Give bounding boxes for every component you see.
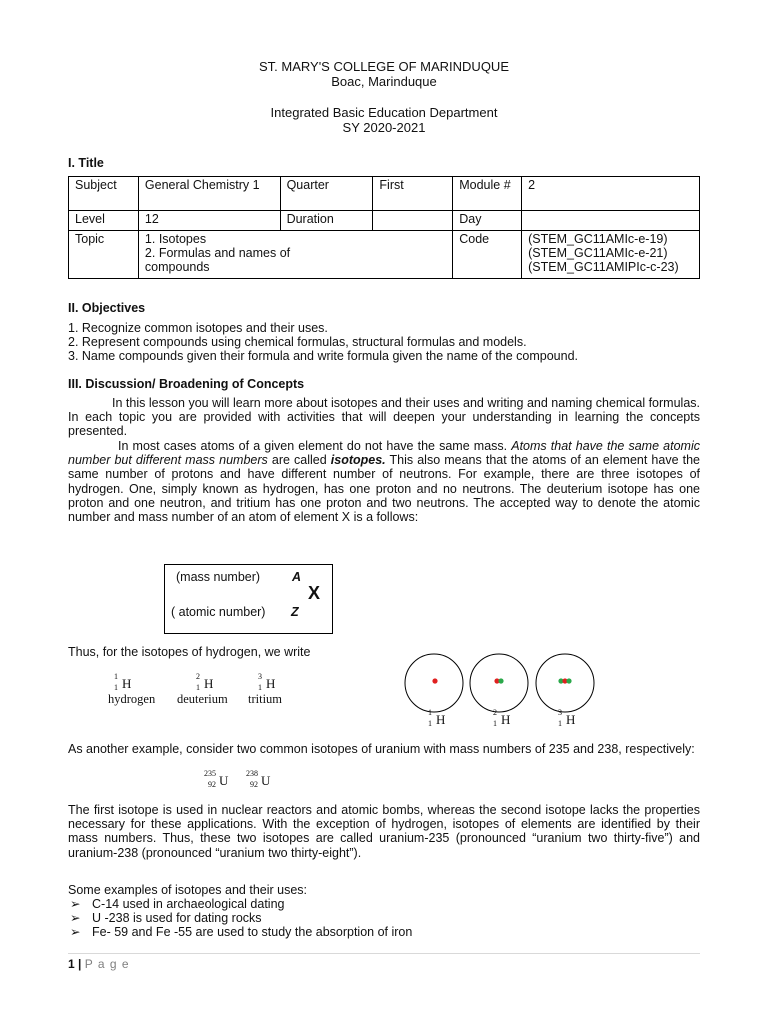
topic-values [138, 231, 452, 279]
atomic-number: 1 [558, 719, 562, 728]
module-label: Module # [453, 177, 522, 211]
duration-value [373, 211, 453, 231]
page-footer [68, 957, 130, 971]
uses-intro: Some examples of isotopes and their uses: [68, 883, 308, 897]
mass-number: 1 [114, 672, 118, 681]
definition-italic: Atoms that have the same atomic number but different mass numbers [68, 439, 700, 468]
list-item [70, 911, 262, 925]
atomic-number-label: ( atomic number) [171, 605, 266, 619]
element-symbol: H [122, 676, 132, 691]
list-item [70, 925, 412, 939]
topic-label: Topic [69, 231, 139, 279]
list-item-text: Fe- 59 and Fe -55 are used to study the absorption of iron [92, 925, 413, 939]
element-symbol: U [261, 773, 271, 788]
module-info-table [68, 176, 700, 279]
intro-text: In this lesson you will learn more about isotopes and their uses and writing and naming chemical formulas. In each topic you are provided with activities that will deepen your understanding in learning the concepts presented. [68, 396, 700, 439]
atomic-number: 92 [250, 780, 258, 789]
element-symbol: H [501, 712, 511, 727]
element-symbol: X [308, 583, 321, 603]
atomic-number: 92 [208, 780, 216, 789]
objective-item: 2. Represent compounds using chemical formulas, structural formulas and models. [68, 335, 527, 349]
notation-box [164, 564, 333, 634]
uranium-paragraph: The first isotope is used in nuclear reactors and atomic bombs, whereas the second isotope lacks the properties necessary for these applications. With the exception of hydrogen, isotopes of elements are identified by their mass numbers. Thus, these two isotopes are called uranium-235 (pronounced “uranium two thirty-five”) and uranium-238 (pronounced “uranium two thirty-eight”). [68, 803, 700, 860]
uranium-intro: As another example, consider two common isotopes of uranium with mass numbers of 235 and 238, respectively: [68, 742, 695, 756]
topic-item: 1. Isotopes [144, 232, 207, 246]
topic-item: 2. Formulas and names of compounds [144, 246, 291, 274]
hydrogen-name: hydrogen [108, 692, 156, 706]
mass-number: 1 [428, 708, 432, 717]
isotope-definition-paragraph [68, 439, 700, 524]
footer-divider [68, 953, 700, 954]
element-symbol: U [219, 773, 229, 788]
mass-number: 2 [196, 672, 200, 681]
neutron-dot [498, 678, 503, 683]
code-item: (STEM_GC11AMIc-e-19) [528, 232, 668, 246]
element-symbol: H [204, 676, 214, 691]
subject-value: General Chemistry 1 [138, 177, 280, 211]
atomic-number: 1 [258, 683, 262, 692]
duration-label: Duration [280, 211, 373, 231]
deuterium-name: deuterium [177, 692, 228, 706]
quarter-value: First [373, 177, 453, 211]
level-value: 12 [138, 211, 280, 231]
objective-item: 1. Recognize common isotopes and their uses. [68, 321, 328, 335]
arrow-bullet-icon: ➢ [70, 897, 81, 911]
element-symbol: H [436, 712, 446, 727]
mass-number-symbol: A [292, 570, 302, 584]
atomic-number: 1 [428, 719, 432, 728]
page-number: 1 [68, 957, 75, 971]
mass-number: 3 [258, 672, 262, 681]
definition-text-a: In most cases atoms of a given element do not have the same mass. [118, 439, 512, 453]
department-name: Integrated Basic Education Department [270, 105, 498, 120]
page-separator: | [78, 957, 82, 971]
mass-number: 2 [493, 708, 497, 717]
deuterium-atom-circle [470, 654, 528, 712]
list-item-text: U -238 is used for dating rocks [92, 911, 262, 925]
arrow-bullet-icon: ➢ [70, 925, 81, 939]
school-location: Boac, Marinduque [331, 74, 437, 89]
code-values [522, 231, 700, 279]
day-value [522, 211, 700, 231]
tritium-name: tritium [248, 692, 283, 706]
atomic-number: 1 [196, 683, 200, 692]
element-symbol: H [566, 712, 576, 727]
neutron-dot [566, 678, 571, 683]
list-item [70, 897, 285, 911]
mass-number: 238 [246, 769, 258, 778]
intro-paragraph [68, 396, 700, 439]
school-name: ST. MARY'S COLLEGE OF MARINDUQUE [258, 59, 509, 74]
quarter-label: Quarter [280, 177, 373, 211]
definition-text-b: are called [267, 453, 331, 468]
section-discussion-heading: III. Discussion/ Broadening of Concepts [68, 377, 305, 391]
code-item: (STEM_GC11AMIPIc-c-23) [528, 260, 679, 274]
code-item: (STEM_GC11AMIc-e-21) [528, 246, 668, 260]
atomic-number: 1 [114, 683, 118, 692]
atomic-number-symbol: Z [291, 605, 299, 619]
mass-number-label: (mass number) [176, 570, 261, 584]
atomic-number: 1 [493, 719, 497, 728]
section-objectives-heading: II. Objectives [68, 301, 146, 315]
isotopes-term: isotopes. [330, 453, 386, 468]
list-item-text: C-14 used in archaeological dating [92, 897, 285, 911]
hydrogen-intro: Thus, for the isotopes of hydrogen, we write [68, 645, 311, 659]
definition-text-c: This also means that the atoms of an element have the same number of protons and have different number of neutrons. For example, there are three isotopes of hydrogen. One, simply known as hydrogen, has one proton and no neutrons. The deuterium isotope has one proton and one neutron, and tritium has one proton and two neutrons. The accepted way to denote the atomic number and mass number of an atom of element X is a follows: [68, 453, 700, 525]
section-title-heading: I. Title [68, 156, 104, 170]
day-label: Day [453, 211, 522, 231]
arrow-bullet-icon: ➢ [70, 911, 81, 925]
mass-number: 3 [558, 708, 562, 717]
objective-item: 3. Name compounds given their formula and write formula given the name of the compound. [68, 349, 578, 363]
page-word: P a g e [84, 957, 130, 971]
element-symbol: H [266, 676, 276, 691]
module-value: 2 [522, 177, 700, 211]
school-year: SY 2020-2021 [342, 120, 426, 135]
code-label: Code [453, 231, 522, 279]
mass-number: 235 [204, 769, 216, 778]
level-label: Level [69, 211, 139, 231]
proton-dot [432, 678, 437, 683]
subject-label: Subject [69, 177, 139, 211]
